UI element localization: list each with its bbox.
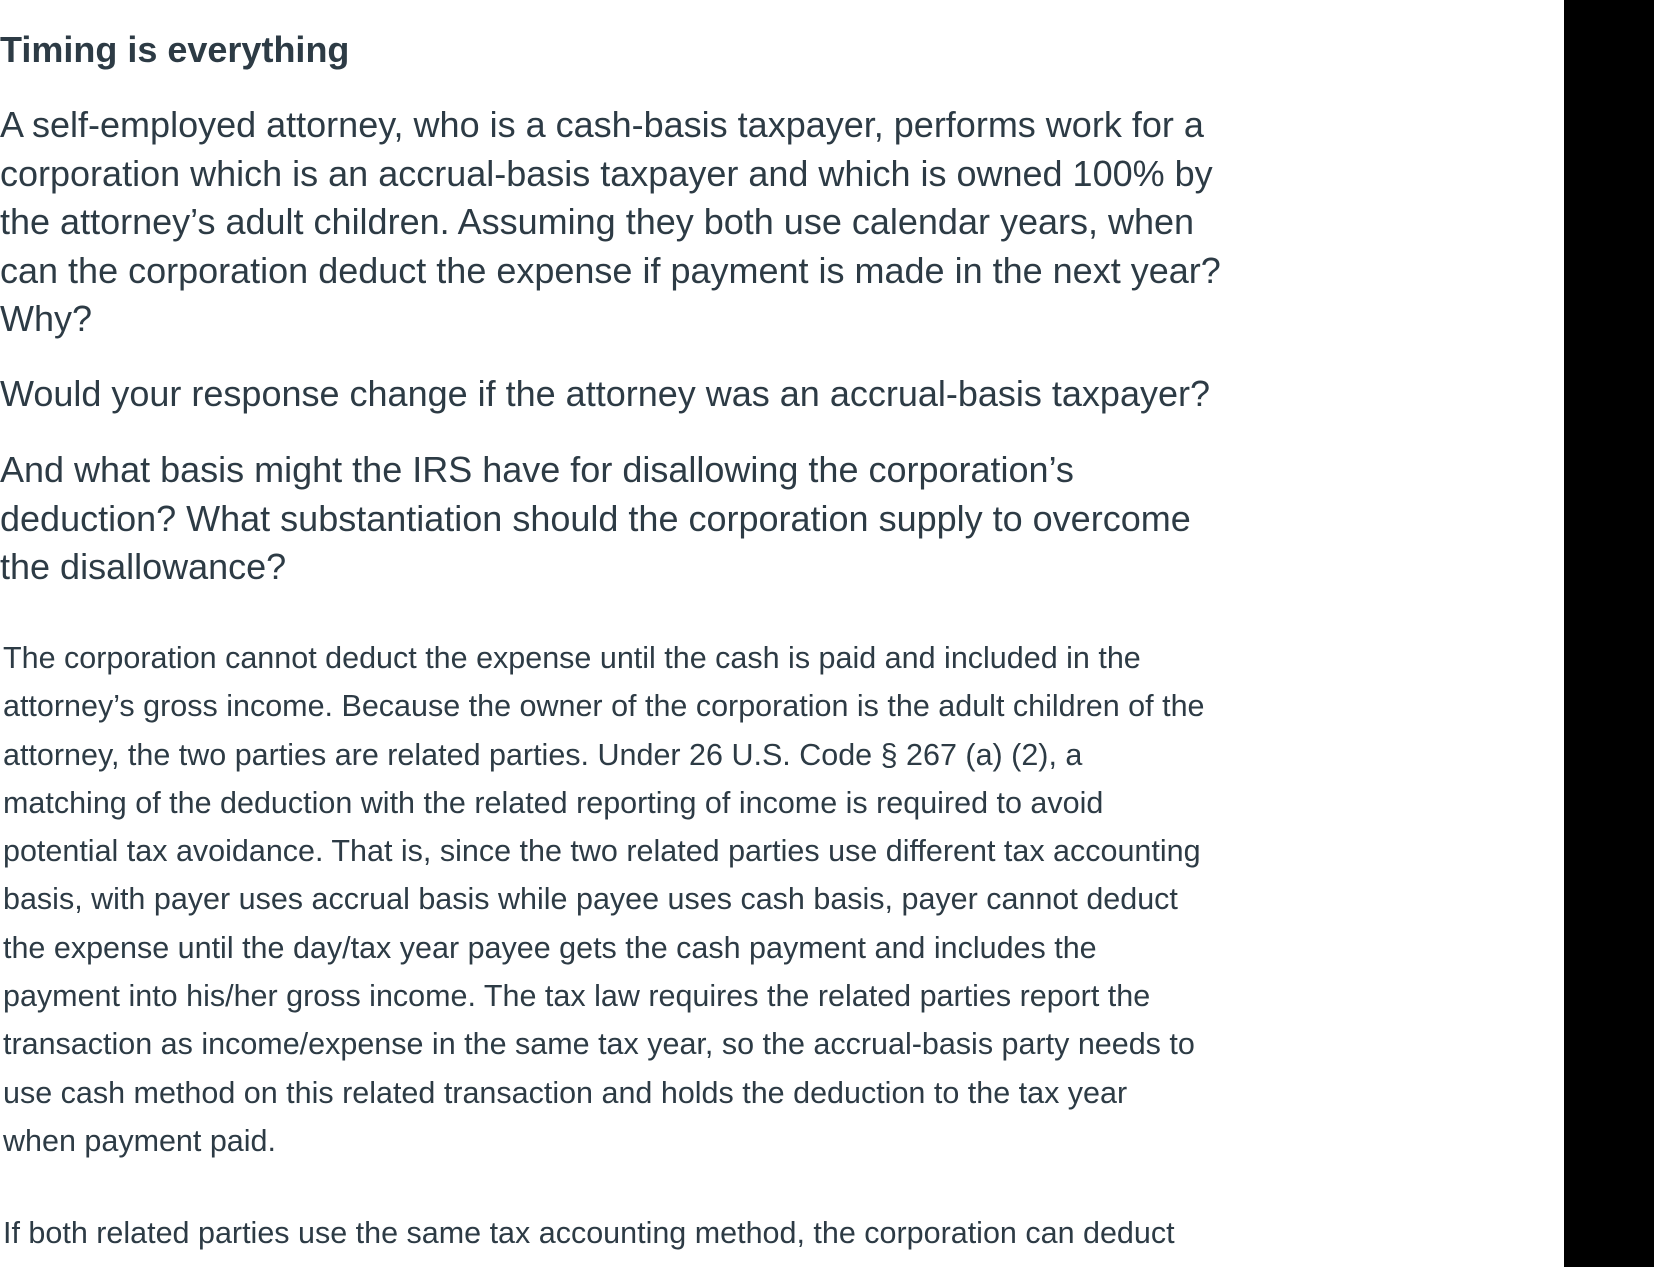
answer-line: The corporation cannot deduct the expense until the cash is paid and included in the xyxy=(3,641,1141,675)
answer-line: transaction as income/expense in the same tax year, so the accrual-basis party needs to xyxy=(3,1027,1195,1062)
question-line: deduction? What substantiation should the corporation supply to overcome xyxy=(0,497,1191,539)
question-paragraph-2 xyxy=(0,370,1210,419)
question-line: can the corporation deduct the expense if payment is made in the next year? xyxy=(0,249,1221,291)
question-paragraph-1 xyxy=(0,101,1221,344)
question-paragraph-3 xyxy=(0,446,1191,592)
question-line: Would your response change if the attorney was an accrual-basis taxpayer? xyxy=(0,373,1211,414)
answer-line: potential tax avoidance. That is, since the two related parties use different tax accounting xyxy=(3,834,1201,869)
question-line: A self-employed attorney, who is a cash-basis taxpayer, performs work for a xyxy=(0,104,1204,145)
right-edge-bar xyxy=(1564,0,1654,1267)
question-line: the disallowance? xyxy=(0,546,287,587)
answer-line: use cash method on this related transaction and holds the deduction to the tax year xyxy=(3,1075,1128,1110)
question-line: And what basis might the IRS have for disallowing the corporation’s xyxy=(0,449,1074,490)
question-line: Why? xyxy=(0,298,93,339)
answer-line: the expense until the day/tax year payee gets the cash payment and includes the xyxy=(3,930,1097,965)
page-title: Timing is everything xyxy=(0,29,350,70)
question-line: the attorney’s adult children. Assuming they both use calendar years, when xyxy=(0,201,1195,242)
answer-line: matching of the deduction with the related reporting of income is required to avoid xyxy=(3,785,1104,820)
answer-line: If both related parties use the same tax accounting method, the corporation can deduct xyxy=(3,1216,1175,1250)
answer-line: attorney’s gross income. Because the owner of the corporation is the adult children of the xyxy=(3,689,1205,724)
answer-line: payment into his/her gross income. The tax law requires the related parties report the xyxy=(3,979,1151,1014)
answer-line: basis, with payer uses accrual basis while payee uses cash basis, payer cannot deduct xyxy=(3,882,1178,917)
answer-paragraph-1 xyxy=(3,634,1205,1165)
answer-paragraph-2 xyxy=(3,1209,1175,1257)
answer-line: when payment paid. xyxy=(3,1123,276,1158)
question-line: corporation which is an accrual-basis taxpayer and which is owned 100% by xyxy=(0,152,1213,194)
answer-line: attorney, the two parties are related parties. Under 26 U.S. Code § 267 (a) (2), a xyxy=(3,737,1083,772)
